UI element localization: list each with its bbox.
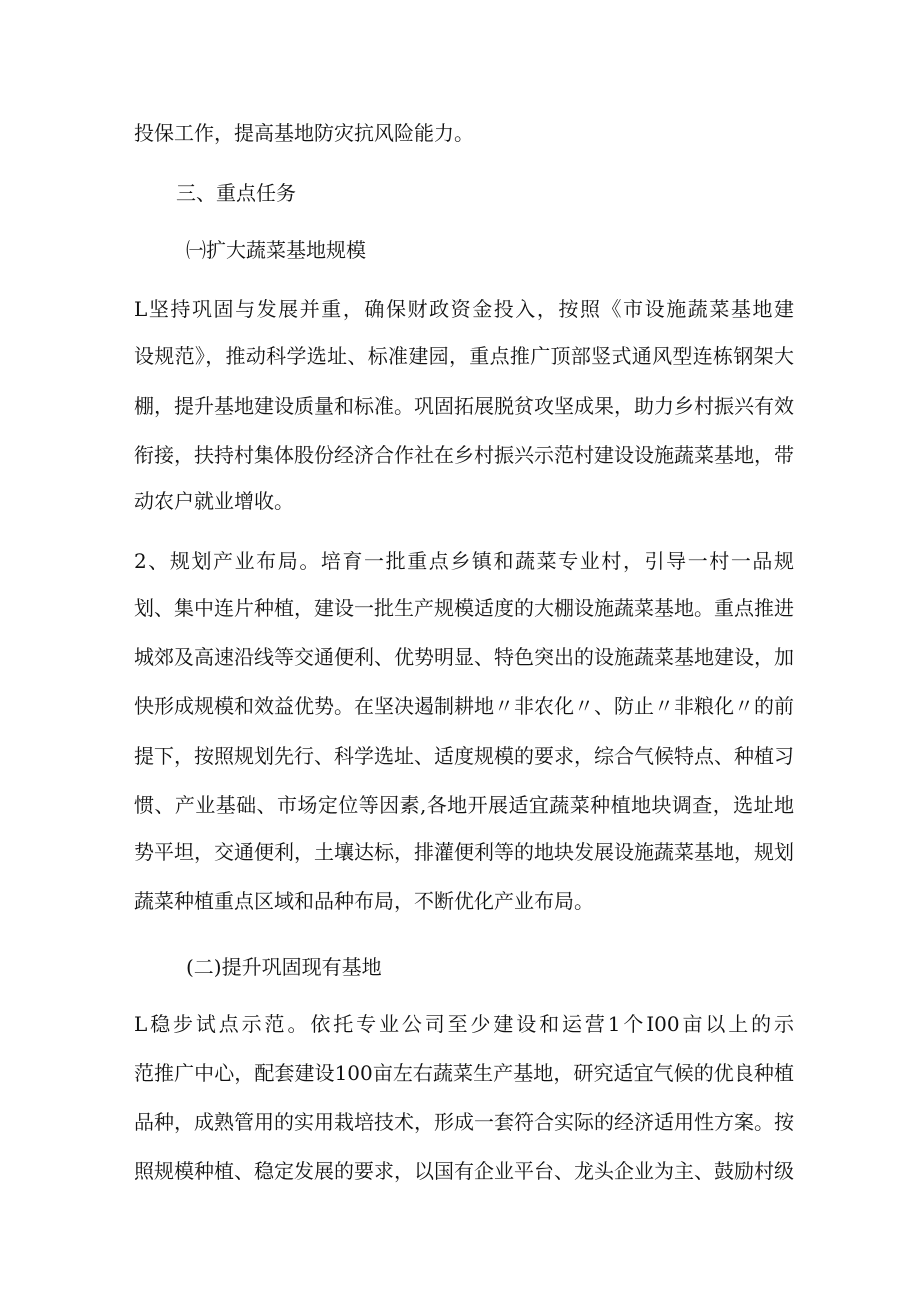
- paragraph-line: L稳步试点示范。依托专业公司至少建设和运营1个I00亩以上的示: [134, 1012, 794, 1036]
- paragraph-line: 范推广中心，配套建设100亩左右蔬菜生产基地，研究适宜气候的优良种植: [134, 1061, 794, 1085]
- paragraph-line: 势平坦，交通便利，土壤达标，排灌便利等的地块发展设施蔬菜基地，规划: [134, 840, 794, 864]
- paragraph-line: 2、规划产业布局。培育一批重点乡镇和蔬菜专业村，引导一村一品规: [134, 549, 794, 573]
- paragraph-line: 惯、产业基础、市场定位等因素,各地开展适宜蔬菜种植地块调查，选址地: [134, 793, 794, 817]
- subsection-heading-2: (二)提升巩固现有基地: [186, 955, 382, 979]
- paragraph-line: 提下，按照规划先行、科学选址、适度规模的要求，综合气候特点、种植习: [134, 744, 794, 768]
- paragraph-line: L坚持巩固与发展并重，确保财政资金投入，按照《市设施蔬菜基地建: [134, 297, 794, 321]
- paragraph-line: 快形成规模和效益优势。在坚决遏制耕地〃非农化〃、防止〃非粮化〃的前: [134, 694, 794, 718]
- subsection-heading-1: ㈠扩大蔬菜基地规模: [186, 238, 366, 262]
- paragraph-line: 动农户就业增收。: [134, 489, 294, 513]
- paragraph-line: 棚，提升基地建设质量和标准。巩固拓展脱贫攻坚成果，助力乡村振兴有效: [134, 394, 794, 418]
- paragraph-line: 照规模种植、稳定发展的要求，以国有企业平台、龙头企业为主、鼓励村级: [134, 1159, 794, 1183]
- paragraph-line: 设规范》，推动科学选址、标准建园，重点推广顶部竖式通风型连栋钢架大: [134, 344, 794, 368]
- paragraph-line: 城郊及高速沿线等交通便利、优势明显、特色突出的设施蔬菜基地建设，加: [134, 645, 794, 669]
- paragraph-line: 品种，成熟管用的实用栽培技术，形成一套符合实际的经济适用性方案。按: [134, 1110, 794, 1134]
- paragraph-line: 划、集中连片种植，建设一批生产规模适度的大棚设施蔬菜基地。重点推进: [134, 596, 794, 620]
- paragraph-line: 蔬菜种植重点区域和品种布局，不断优化产业布局。: [134, 889, 594, 913]
- paragraph-line: 衔接，扶持村集体股份经济合作社在乡村振兴示范村建设设施蔬菜基地，带: [134, 443, 794, 467]
- continuation-line: 投保工作，提高基地防灾抗风险能力。: [134, 121, 474, 145]
- section-heading: 三、重点任务: [176, 181, 296, 205]
